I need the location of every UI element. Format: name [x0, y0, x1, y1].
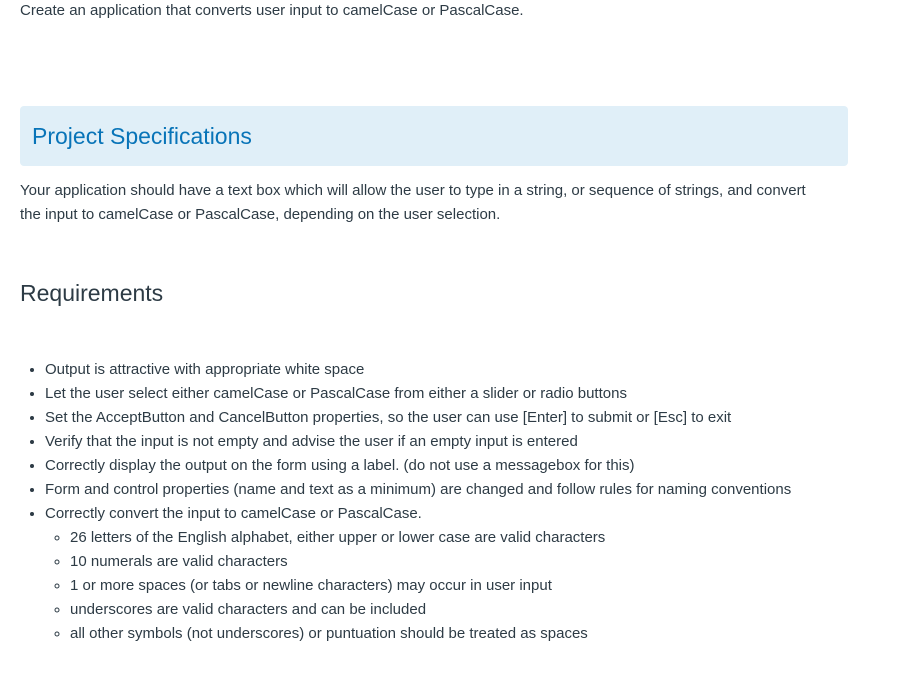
conversion-rule-item: ◦ 1 or more spaces (or tabs or newline characters) may occur in user input [70, 574, 791, 598]
requirement-item: • Correctly display the output on the form using a label. (do not use a messagebox for this) [45, 454, 791, 478]
requirement-item: • Let the user select either camelCase or PascalCase from either a slider or radio buttons [45, 382, 791, 406]
requirement-item-label: Correctly convert the input to camelCase or PascalCase. [45, 505, 422, 522]
conversion-rules-list [45, 526, 791, 646]
conversion-rule-item: ◦ underscores are valid characters and can be included [70, 598, 791, 622]
intro-text: Create an application that converts user input to camelCase or PascalCase. [20, 2, 524, 19]
requirement-item: • Set the AcceptButton and CancelButton properties, so the user can use [Enter] to submit or [Esc] to exit [45, 406, 791, 430]
requirement-item: • Output is attractive with appropriate white space [45, 358, 791, 382]
requirement-item: • Verify that the input is not empty and advise the user if an empty input is entered [45, 430, 791, 454]
requirement-item-convert [45, 502, 791, 646]
specifications-heading: Project Specifications [32, 123, 252, 149]
conversion-rule-item: ◦ 10 numerals are valid characters [70, 550, 791, 574]
specifications-banner [20, 106, 848, 166]
requirement-item: • Form and control properties (name and text as a minimum) are changed and follow rules for naming conventions [45, 478, 791, 502]
requirements-heading: Requirements [20, 280, 164, 306]
conversion-rule-item: ◦ 26 letters of the English alphabet, either upper or lower case are valid characters [70, 526, 791, 550]
specifications-text: Your application should have a text box which will allow the user to type in a string, or sequence of strings, and convert the input to camelCase or PascalCase, depending on the user selection. [20, 182, 806, 223]
requirements-list [20, 358, 791, 646]
conversion-rule-item: ◦ all other symbols (not underscores) or puntuation should be treated as spaces [70, 622, 791, 646]
